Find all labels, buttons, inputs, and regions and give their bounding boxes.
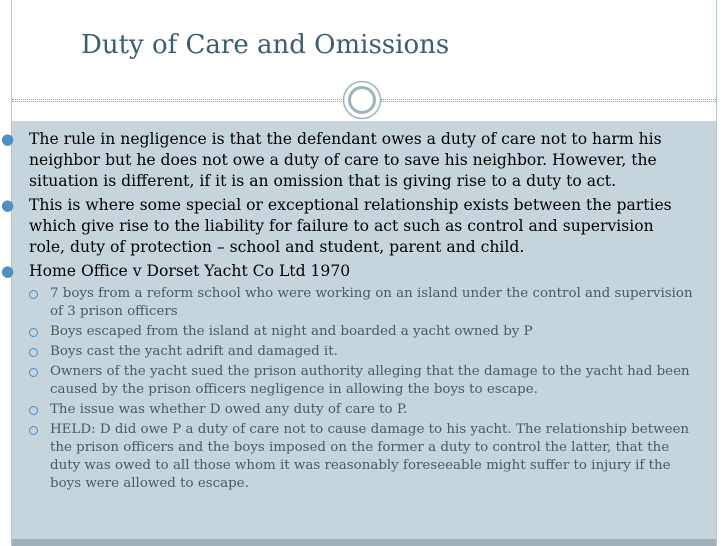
bottom-bar [12,539,716,546]
sub-bullet-text: Owners of the yacht sued the prison authority alleging that the damage to the yacht had been caused by the prison officers negligence in allowing the boys to escape. [50,364,690,397]
sub-bullet-item [12,323,700,341]
bullet-list [1,129,716,495]
bullet-dot-icon: ● [1,130,15,148]
right-border-line [716,0,717,546]
bullet-item [1,195,689,258]
sub-bullet-ring-icon [29,348,38,357]
bullet-dot-icon: ● [1,196,15,214]
sub-bullet-ring-icon [29,328,38,337]
sub-bullet-item [12,343,700,361]
sub-bullet-text: HELD: D did owe P a duty of care not to cause damage to his yacht. The relationship between the prison officers and the boys imposed on the former a duty to control the latter, that the duty was owed to all those whom it was reasonably foreseeable might suffer to injury if the boys were allowed to escape. [50,422,690,491]
sub-bullet-text: 7 boys from a reform school who were working on an island under the control and supervision of 3 prison officers [50,286,693,319]
sub-bullet-text: Boys cast the yacht adrift and damaged it. [50,344,338,359]
bullet-text: This is where some special or exceptional relationship exists between the parties which give rise to the liability for failure to act such as control and supervision role, duty of protection – school and student, parent and child. [29,196,672,256]
bullet-text: The rule in negligence is that the defendant owes a duty of care not to harm his neighbor but he does not owe a duty of care to save his neighbor. However, the situation is different, if it is an omission that is giving rise to a duty to act. [29,130,662,190]
slide-title: Duty of Care and Omissions [81,30,450,60]
sub-bullet-text: The issue was whether D owed any duty of care to P. [50,402,408,417]
sub-bullet-ring-icon [29,426,38,435]
bullet-item [1,261,689,282]
sub-bullet-item [12,421,700,493]
circle-ornament-icon [342,80,382,120]
sub-bullet-item [12,285,700,321]
sub-bullet-item [12,363,700,399]
sub-bullet-ring-icon [29,368,38,377]
bullet-item [1,129,689,192]
bullet-dot-icon: ● [1,262,15,280]
sub-bullet-text: Boys escaped from the island at night and boarded a yacht owned by P [50,324,533,339]
sub-bullet-ring-icon [29,290,38,299]
sub-bullet-ring-icon [29,406,38,415]
bullet-text: Home Office v Dorset Yacht Co Ltd 1970 [29,262,351,280]
content-area [1,121,716,539]
sub-bullet-item [12,401,700,419]
